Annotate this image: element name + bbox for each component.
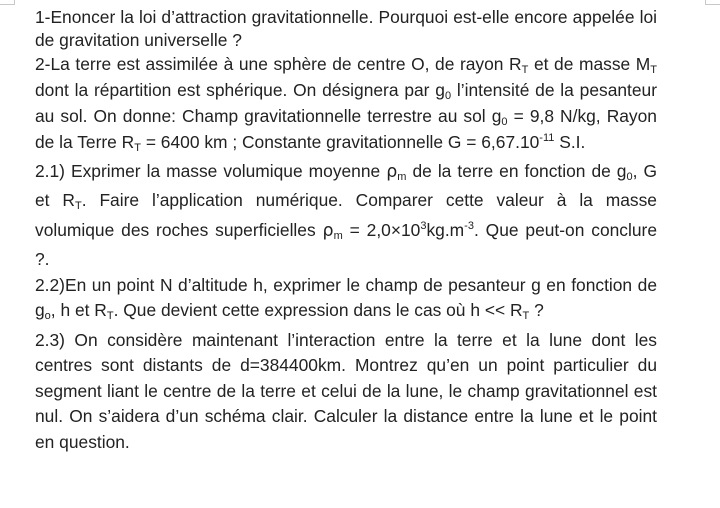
subscript: T [106,310,114,323]
subscript: m [397,170,407,183]
question-1: 1-Enoncer la loi d’attraction gravitationnelle. Pourquoi est-elle encore appelée loi de gravitation universelle ? [35,7,657,51]
subscript: 0 [444,89,452,102]
text: l’intensité de la pesanteur au sol. On donne: Champ gravitationnelle terrestre au sol g [35,79,657,127]
text: = 9,8 N/kg, Rayon de la Terre R [35,106,657,153]
text: de la terre en fonction de g [406,160,627,181]
text: ? [529,300,544,321]
exponent: 3 [420,219,427,232]
subscript: m [333,229,343,242]
text: = 6400 km ; Constante gravitationnelle G = 6,67.10 [140,132,540,153]
question-2-1 [35,158,657,273]
subscript: 0 [626,170,633,183]
subscript: T [134,142,141,155]
text: et de masse M [528,53,651,74]
text: 2.1) Exprimer la masse volumique moyenne [35,160,387,181]
corner-rule [705,0,706,5]
text: S.I. [554,132,586,153]
question-2-2 [35,273,657,327]
question-2 [35,53,657,158]
rho-symbol: ρ [322,220,334,241]
text: 2.2)En un point N d’altitude h, exprimer le champ de pesanteur g en fonction de g [35,274,657,321]
text: . Que devient cette expression dans le cas où h << R [113,300,523,321]
text: 2-La terre est assimilée à une sphère de centre O, de rayon R [35,53,522,74]
subscript: T [522,310,530,323]
corner-rule [14,0,15,5]
text: , h et R [50,300,107,321]
subscript: o [44,310,51,323]
subscript: 0 [501,116,508,129]
text: kg.m [426,219,465,240]
subscript: T [650,63,658,76]
subscript: T [74,200,82,213]
text: dont la répartition est sphérique. On désignera par g [35,79,445,100]
question-2-3: 2.3) On considère maintenant l’interaction entre la terre et la lune dont les centres sont distants de d=384400km. Montrez qu’en un point particulier du segment liant le centre de la terre et celui de la lune, le champ gravitationnel est nul. On s’aidera d’un schéma clair. Calculer la distance entre la lune et le point en question. [35,329,657,452]
exercise-text [35,6,657,455]
corner-rule [706,4,720,5]
rho-symbol: ρ [386,161,398,182]
text: = 2,0×10 [342,219,421,240]
text: . Faire l’application numérique. Comparer cette valeur à la masse volumique des roches superficielles [35,190,657,240]
exponent: -11 [539,132,555,145]
text: , G et R [35,160,657,211]
text: . Que peut-on conclure ?. [35,219,658,270]
subscript: T [521,63,529,76]
corner-rule [0,4,14,5]
exponent: -3 [464,219,474,232]
